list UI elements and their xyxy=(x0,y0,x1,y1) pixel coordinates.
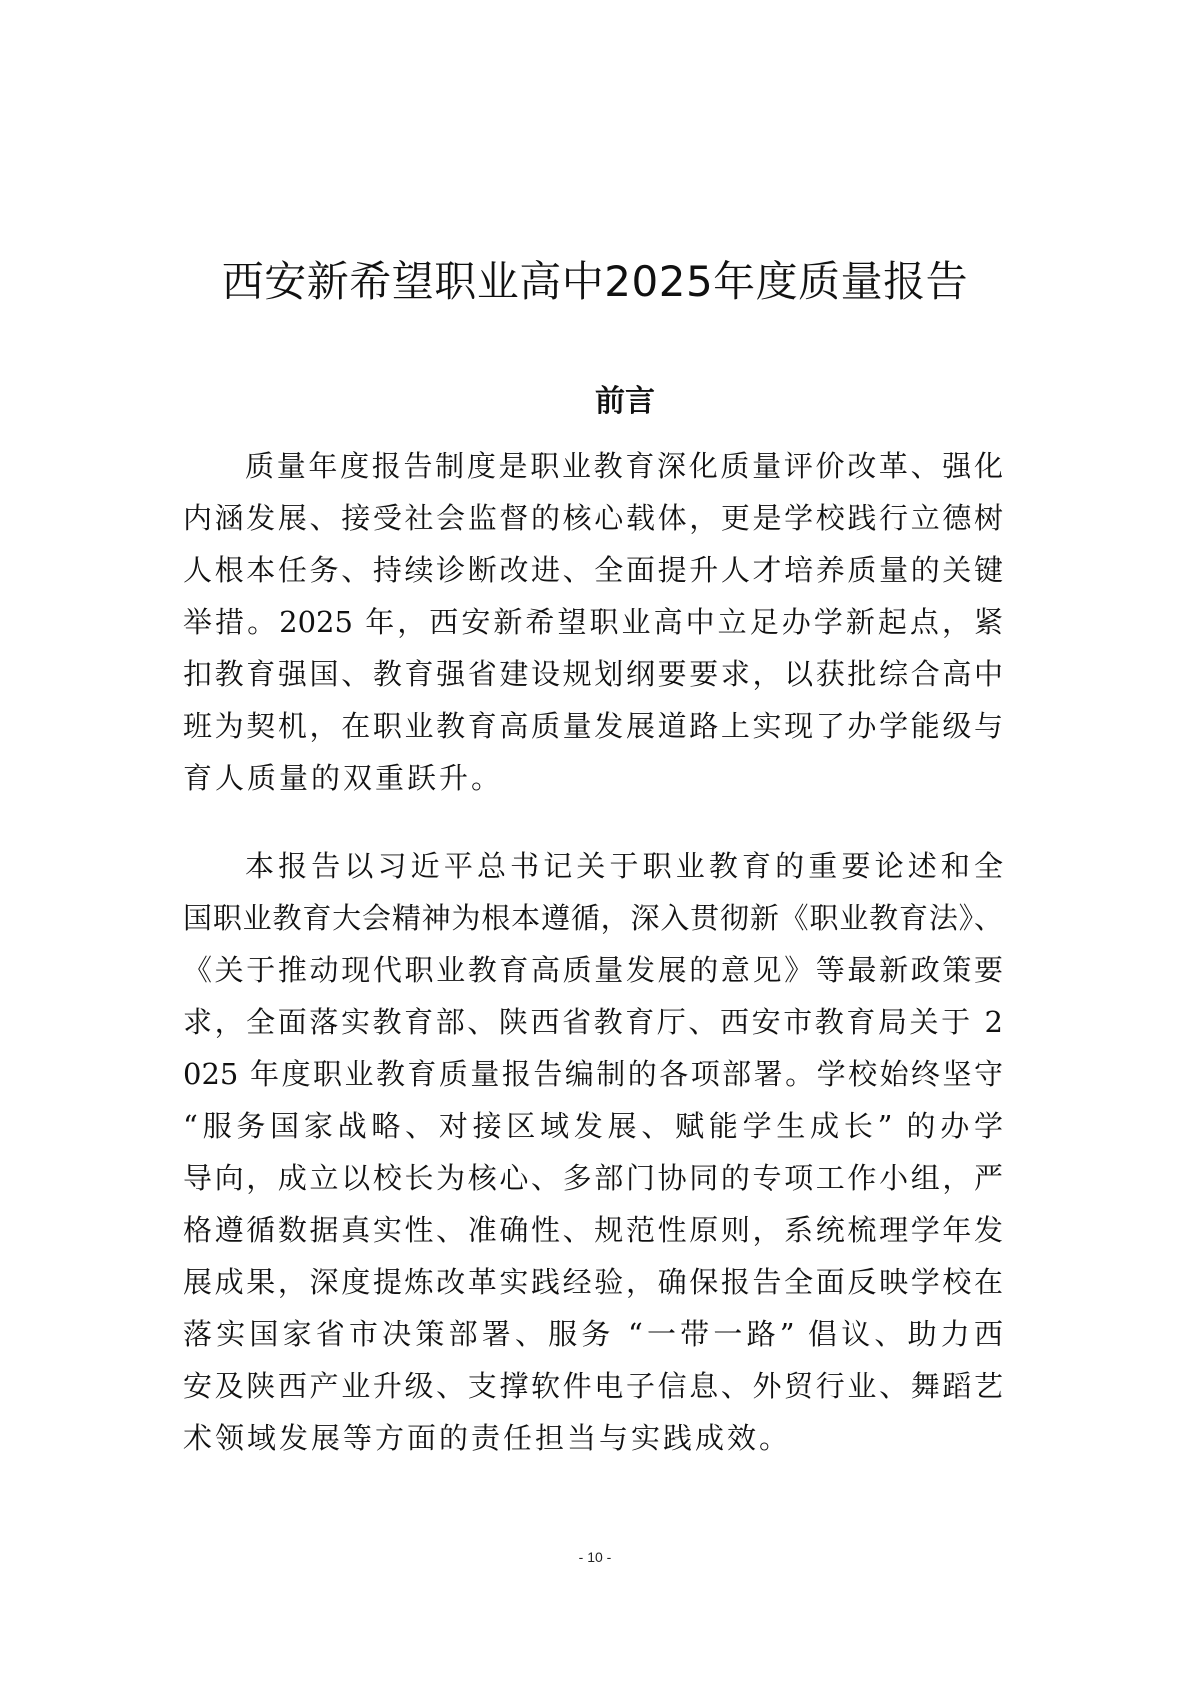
paragraph-1 xyxy=(183,440,1003,804)
paragraph-line: 本报告以习近平总书记关于职业教育的重要论述和全 xyxy=(245,849,1003,883)
paragraph-line: 展成果，深度提炼改革实践经验，确保报告全面反映学校在 xyxy=(183,1265,1003,1299)
paragraph-line: 术领域发展等方面的责任担当与实践成效。 xyxy=(183,1421,792,1455)
paragraph-line: 举措。2025 年，西安新希望职业高中立足办学新起点，紧 xyxy=(183,605,1003,639)
paragraph-line: 班为契机，在职业教育高质量发展道路上实现了办学能级与 xyxy=(183,709,1003,743)
paragraph-line: 落实国家省市决策部署、服务 “一带一路” 倡议、助力西 xyxy=(183,1317,1003,1351)
paragraph-line: 扣教育强国、教育强省建设规划纲要要求，以获批综合高中 xyxy=(183,657,1003,691)
document-title: 西安新希望职业高中2025年度质量报告 xyxy=(221,257,969,306)
paragraph-line: 求，全面落实教育部、陕西省教育厅、西安市教育局关于 2 xyxy=(183,1005,1003,1039)
paragraph-line: 安及陕西产业升级、支撑软件电子信息、外贸行业、舞蹈艺 xyxy=(183,1369,1003,1403)
section-title-preface: 前言 xyxy=(595,384,655,419)
paragraph-line: 格遵循数据真实性、准确性、规范性原则，系统梳理学年发 xyxy=(183,1213,1003,1247)
paragraph-line: 质量年度报告制度是职业教育深化质量评价改革、强化 xyxy=(245,449,1003,483)
page-number: - 10 - xyxy=(578,1549,612,1565)
paragraph-2 xyxy=(183,840,1003,1464)
paragraph-line: 025 年度职业教育质量报告编制的各项部署。学校始终坚守 xyxy=(183,1057,1003,1091)
paragraph-line: 育人质量的双重跃升。 xyxy=(183,761,504,795)
paragraph-line: 国职业教育大会精神为根本遵循，深入贯彻新《职业教育法》、 xyxy=(183,901,1003,935)
paragraph-line: 人根本任务、持续诊断改进、全面提升人才培养质量的关键 xyxy=(183,553,1003,587)
paragraph-line: “服务国家战略、对接区域发展、赋能学生成长” 的办学 xyxy=(183,1109,1003,1143)
paragraph-line: 导向，成立以校长为核心、多部门协同的专项工作小组，严 xyxy=(183,1161,1003,1195)
paragraph-line: 内涵发展、接受社会监督的核心载体，更是学校践行立德树 xyxy=(183,501,1003,535)
paragraph-line: 《关于推动现代职业教育高质量发展的意见》等最新政策要 xyxy=(183,953,1003,987)
